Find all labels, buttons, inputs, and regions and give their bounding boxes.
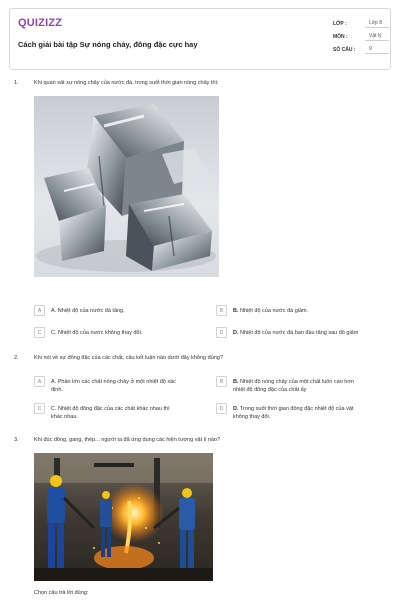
meta-label: LỚP : [333,20,347,27]
option-letter-box[interactable]: C [34,403,45,414]
option-letter-box[interactable]: A [34,376,45,387]
option-b[interactable] [216,305,308,316]
option-letter-box[interactable]: D [216,327,227,338]
option-label: Nhiệt độ của nước đá tăng. [57,308,125,314]
foundry-workers-image [34,453,213,581]
question-text: Khi nói về sự đông đặc của các chất, câu kết luận nào dưới đây không đúng? [34,355,223,361]
option-label-line2: định. [51,387,63,393]
answer-prompt: Chọn câu trả lời đúng: [34,590,89,596]
option-prefix: D. [233,330,239,336]
question-number: 2. [14,355,19,361]
option-prefix: D. [233,406,239,412]
option-letter-box[interactable]: D [216,403,227,414]
meta-label: MÔN : [333,33,348,40]
option-text [51,403,170,421]
option-b[interactable] [216,376,354,394]
meta-value: 9 [365,45,389,54]
option-d[interactable] [216,327,358,338]
option-text [51,305,125,315]
meta-row-subject [333,30,389,43]
option-letter-box[interactable]: B [216,305,227,316]
option-text [233,376,354,394]
option-prefix: C. [51,406,57,412]
worksheet-header [9,8,391,70]
option-text [233,403,353,421]
option-text [233,327,358,337]
option-c[interactable] [34,403,170,421]
meta-value: Lớp 8 [365,19,389,28]
option-label-line1: Nhiệt độ đông đặc của các chất khác nhau thì [58,406,170,412]
option-label-line1: Trong suốt thời gian đông đặc nhiệt độ của vật [239,406,354,412]
question-number: 1. [14,80,19,86]
option-letter-box[interactable]: C [34,327,45,338]
question-text: Khi quan sát sự nóng chảy của nước đá, trong suốt thời gian nóng chảy thì: [34,80,219,86]
option-a[interactable] [34,305,125,316]
option-label-line2: không thay đổi. [233,414,271,420]
worksheet-title: Cách giải bài tập Sự nóng chảy, đông đặc cực hay [18,40,198,49]
option-label-line2: nhiệt độ đông đặc của chất ấy [233,387,307,393]
option-label: Nhiệt độ của nước không thay đổi. [58,330,143,336]
option-letter-box[interactable]: A [34,305,45,316]
foundry-illustration [34,453,213,581]
meta-row-count [333,43,389,56]
ice-cubes-illustration [34,96,219,277]
option-prefix: B. [233,308,239,314]
option-c[interactable] [34,327,142,338]
option-text [233,305,308,315]
ice-cubes-image [34,96,219,277]
option-label-line2: khác nhau. [51,414,78,420]
option-prefix: C. [51,330,57,336]
option-prefix: B. [233,379,239,385]
option-text [51,376,176,394]
option-prefix: A. [51,308,57,314]
option-text [51,327,142,337]
meta-row-class [333,17,389,30]
question-text: Khi đúc đồng, gang, thép... người ta đã ứng dụng các hiện tượng vật lí nào? [34,437,221,443]
option-a[interactable] [34,376,176,394]
option-label-line1: Phần lớn các chất nóng chảy ở một nhiệt độ xác [57,379,176,385]
meta-value: Vật lý [365,32,389,41]
option-label: Nhiệt độ của nước đá giảm. [240,308,309,314]
option-label-line1: Nhiệt độ nóng chảy của một chất luôn cao hơn [240,379,355,385]
option-letter-box[interactable]: B [216,376,227,387]
option-prefix: A. [51,379,57,385]
option-d[interactable] [216,403,353,421]
worksheet-meta [333,17,389,56]
question-number: 3. [14,437,19,443]
quizizz-logo: QUIZIZZ [18,17,63,29]
meta-label: SỐ CÂU : [333,46,356,53]
option-label: Nhiệt độ của nước đá ban đầu tăng sau đó giảm [240,330,359,336]
